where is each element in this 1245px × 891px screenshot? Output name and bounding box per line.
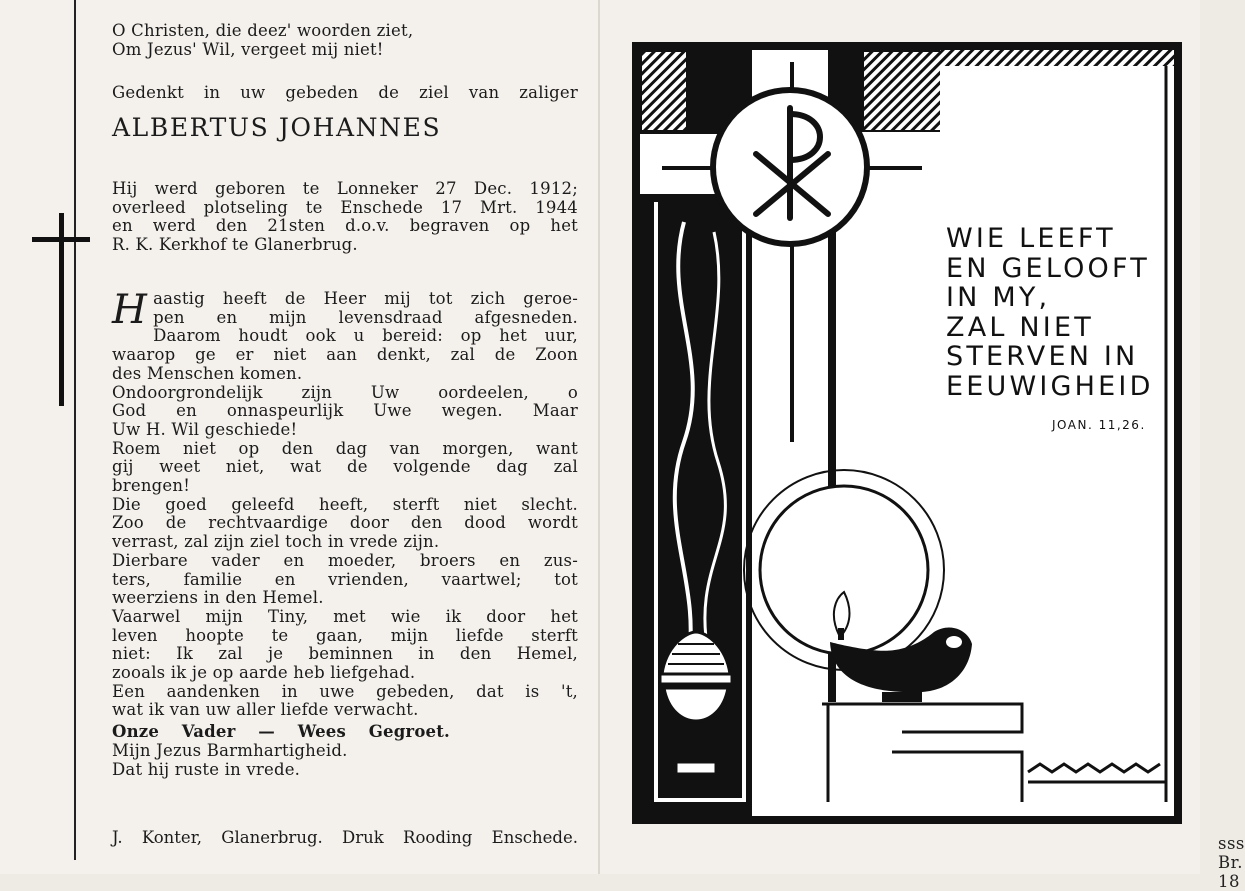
cross-icon-bar bbox=[32, 237, 90, 242]
series-number: sss Br. 18 bbox=[1218, 834, 1245, 891]
quote-line: EN GELOOFT bbox=[946, 252, 1150, 284]
body-line: wat ik van uw aller liefde verwacht. bbox=[112, 700, 419, 720]
scripture-reference: JOAN. 11,26. bbox=[1052, 418, 1146, 432]
body-text bbox=[112, 287, 578, 779]
quote-line: EEUWIGHEID bbox=[946, 370, 1154, 402]
body-line: niet: Ik zal je beminnen in den Hemel, bbox=[112, 644, 578, 664]
body-line: aastig heeft de Heer mij tot zich geroe- bbox=[153, 289, 578, 308]
body-line: Roem niet op den dag van morgen, want bbox=[112, 438, 578, 458]
bio-line: R. K. Kerkhof te Glanerbrug. bbox=[112, 235, 358, 255]
body-line: weerziens in den Hemel. bbox=[112, 588, 324, 608]
invocation-verse bbox=[112, 22, 413, 59]
biography bbox=[112, 180, 578, 255]
body-opening bbox=[112, 287, 578, 333]
body-line: Ondoorgrondelijk zijn Uw oordeelen, o bbox=[112, 382, 578, 402]
body-line: waarop ge er niet aan denkt, zal de Zoon bbox=[112, 345, 578, 365]
body-line: God en onnaspeurlijk Uwe wegen. Maar bbox=[112, 401, 578, 421]
body-line: zooals ik je op aarde heb liefgehad. bbox=[112, 663, 416, 683]
deceased-name-first: ALBERTUS JOHANNES bbox=[112, 113, 442, 142]
body-line: Vaarwel mijn Tiny, met wie ik door het bbox=[112, 606, 578, 626]
scripture-quote bbox=[946, 224, 1154, 401]
body-line: gij weet niet, wat de volgende dag zal bbox=[112, 457, 578, 477]
invocation-line: Om Jezus' Wil, vergeet mij niet! bbox=[112, 39, 384, 59]
body-line: brengen! bbox=[112, 476, 191, 496]
drop-cap: H bbox=[112, 287, 148, 333]
quote-line: WIE LEEFT bbox=[946, 223, 1116, 254]
quote-line: IN MY, bbox=[946, 282, 1051, 313]
body-line: pen en mijn levensdraad afgesneden. bbox=[153, 307, 578, 327]
printer-credit: J. Konter, Glanerbrug. Druk Rooding Enschede. bbox=[112, 828, 578, 847]
chi-rho-illustration bbox=[632, 42, 1182, 824]
body-line: Daarom houdt ook u bereid: op het uur, bbox=[153, 326, 578, 346]
bio-line: en werd den 21sten d.o.v. begraven op het bbox=[112, 216, 578, 236]
body-line: des Menschen komen. bbox=[112, 363, 303, 383]
bio-line: Hij werd geboren te Lonneker 27 Dec. 1912; bbox=[112, 179, 578, 198]
body-line: leven hoopte te gaan, mijn liefde sterft bbox=[112, 625, 578, 645]
body-line: verrast, zal zijn ziel toch in vrede zijn. bbox=[112, 532, 440, 552]
prayer-line: Dat hij ruste in vrede. bbox=[112, 759, 301, 779]
body-line: Uw H. Wil geschiede! bbox=[112, 419, 298, 439]
prayer-title: Onze Vader — Wees Gegroet. bbox=[112, 722, 450, 742]
body-line: ters, familie en vrienden, vaartwel; tot bbox=[112, 569, 578, 589]
margin-rule bbox=[74, 0, 76, 860]
body-line: Dierbare vader en moeder, broers en zus- bbox=[112, 550, 578, 570]
quote-line: ZAL NIET bbox=[946, 311, 1094, 343]
intro-line: Gedenkt in uw gebeden de ziel van zaliger bbox=[112, 83, 578, 102]
invocation-line: O Christen, die deez' woorden ziet, bbox=[112, 21, 414, 40]
body-line: Een aandenken in uwe gebeden, dat is 't, bbox=[112, 681, 578, 701]
left-page bbox=[0, 0, 600, 874]
body-line: Zoo de rechtvaardige door den dood wordt bbox=[112, 513, 578, 533]
prayer-line: Mijn Jezus Barmhartigheid. bbox=[112, 740, 348, 760]
bio-line: overleed plotseling te Enschede 17 Mrt. 1944 bbox=[112, 197, 578, 217]
quote-line: STERVEN IN bbox=[946, 341, 1139, 372]
body-line: Die goed geleefd heeft, sterft niet slecht. bbox=[112, 494, 578, 514]
